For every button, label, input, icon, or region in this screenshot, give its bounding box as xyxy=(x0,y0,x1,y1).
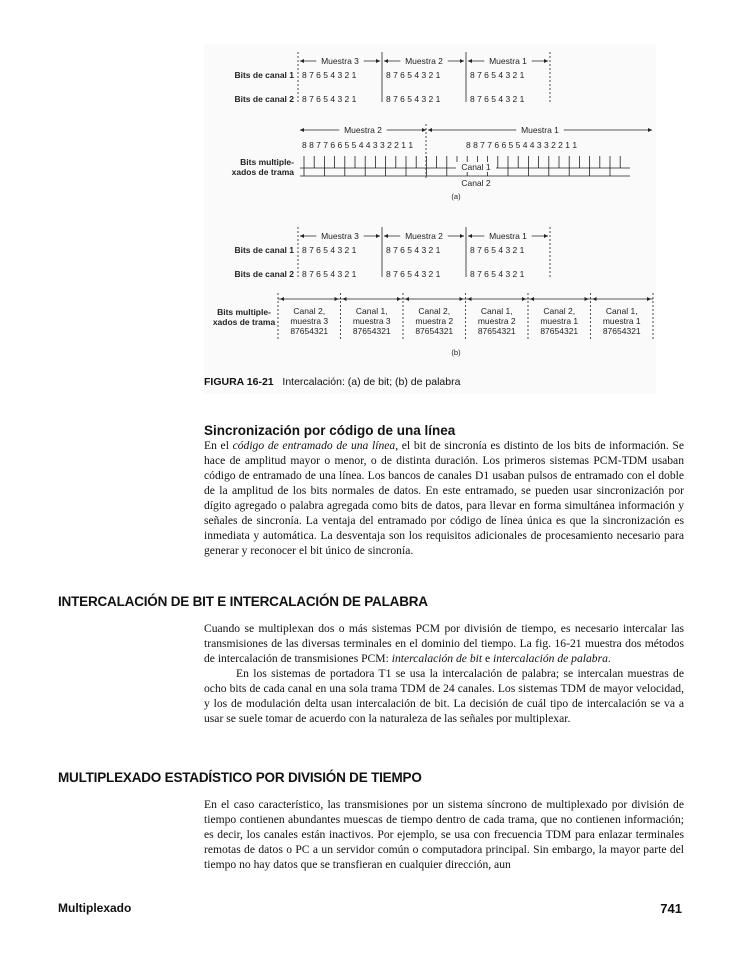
row-label-channel-1: Bits de canal 1 xyxy=(234,245,294,255)
muxed-sample-arrow-arrow-left xyxy=(300,128,304,132)
sample-arrow-label: Muestra 1 xyxy=(489,231,527,241)
bit-group: 8 7 6 5 4 3 2 1 xyxy=(386,245,441,255)
text-run: e xyxy=(482,652,494,666)
word-arrow-left xyxy=(468,297,472,301)
text-run: . xyxy=(607,652,611,666)
mux-label: Bits multiple- xyxy=(217,307,271,317)
figure-part-a-label: (a) xyxy=(451,192,461,201)
word-arrow-right xyxy=(647,297,651,301)
word-bits: 87654321 xyxy=(477,326,516,336)
word-arrow-left xyxy=(280,297,284,301)
word-arrow-right xyxy=(585,297,589,301)
figure-caption-number: FIGURA 16-21 xyxy=(204,376,274,388)
section-heading-sync: Sincronización por código de una línea xyxy=(204,423,456,438)
bit-group: 8 7 6 5 4 3 2 1 xyxy=(386,94,441,104)
emphasis: intercalación de palabra xyxy=(493,652,608,666)
sample-arrow-arrow-left xyxy=(384,59,388,63)
paragraph: En los sistemas de portadora T1 se usa la intercalación de palabra; se intercalan muestras de ocho bits de cada canal en una sola trama TDM de 24 canales. Los sistemas TDM de mayor velocidad, y los de modulación delta usan intercalación de bit. La decisión de cuál tipo de intercalación se va a usar se suele tomar de acuerdo con la naturaleza de las señales por multiplexar. xyxy=(204,667,684,726)
sample-arrow-arrow-left xyxy=(300,234,304,238)
section-body-interleave xyxy=(204,621,684,726)
bit-group: 8 7 6 5 4 3 2 1 xyxy=(302,269,357,279)
footer-chapter-title: Multiplexado xyxy=(58,901,132,915)
word-bits: 87654321 xyxy=(352,326,391,336)
word-channel: Canal 2, xyxy=(293,306,326,316)
row-label-channel-1: Bits de canal 1 xyxy=(234,70,294,80)
word-arrow-left xyxy=(343,297,347,301)
word-channel: Canal 1, xyxy=(605,306,638,316)
section-heading-interleave: INTERCALACIÓN DE BIT E INTERCALACIÓN DE PALABRA xyxy=(58,594,428,609)
muxed-sample-arrow-arrow-right xyxy=(648,128,652,132)
word-arrow-left xyxy=(530,297,534,301)
word-arrow-right xyxy=(397,297,401,301)
mux-label: Bits multiple- xyxy=(240,157,294,167)
paragraph xyxy=(204,621,684,666)
word-bits: 87654321 xyxy=(540,326,579,336)
sample-arrow-arrow-right xyxy=(460,59,464,63)
word-channel: Canal 1, xyxy=(480,306,513,316)
word-sample: muestra 1 xyxy=(540,316,579,326)
word-arrow-right xyxy=(460,297,464,301)
muxed-sample-arrow-label: Muestra 1 xyxy=(521,125,559,135)
muxed-sample-arrow-arrow-left xyxy=(428,128,432,132)
sample-arrow-arrow-right xyxy=(376,234,380,238)
paragraph: En el caso característico, las transmisiones por un sistema síncrono de multiplexado por división de tiempo contienen abundantes muescas de tiempo dentro de cada trama, que no contienen información; es decir, los canales están inactivos. Por ejemplo, se usa con frecuencia TDM para enlazar terminales remotas de datos o PC a un servidor común o computadora principal. Sin embargo, la mayor parte del tiempo no hay datos que se transfieran en cualquier dirección, aun xyxy=(204,798,684,872)
word-arrow-left xyxy=(405,297,409,301)
text-run: , el bit de sincronía es distinto de los bits de información. Se hace de amplitud mayor o menor, o de distinta duración. Los primeros sistemas PCM-TDM usaban código de entramado de una línea. Los bancos de canales D1 usaban pulsos de entramado con el doble de la amplitud de los bits normales de datos. En este entramado, se pueden usar sincronización por dígito agregado o palabra agregada como bits de datos, para llevar en forma simultánea información y señales de sincronía. La ventaja del entramado por código de línea única es que la sincronización es inmediata y automática. La desventaja son los requisitos adicionales de procesamiento necesario para generar y reconocer el bit único de sincronía. xyxy=(204,439,684,558)
bit-group: 8 7 6 5 4 3 2 1 xyxy=(386,269,441,279)
row-label-channel-2: Bits de canal 2 xyxy=(234,94,294,104)
sample-arrow-arrow-left xyxy=(300,59,304,63)
muxed-sample-arrow-arrow-right xyxy=(422,128,426,132)
word-sample: muestra 2 xyxy=(477,316,516,326)
mux-label: xados de trama xyxy=(212,317,276,327)
word-arrow-left xyxy=(593,297,597,301)
word-arrow-right xyxy=(335,297,339,301)
sample-arrow-arrow-left xyxy=(468,59,472,63)
bit-group: 8 7 6 5 4 3 2 1 xyxy=(470,94,525,104)
sample-arrow-label: Muestra 2 xyxy=(405,56,443,66)
sample-arrow-arrow-right xyxy=(544,59,548,63)
sample-arrow-arrow-left xyxy=(468,234,472,238)
sample-arrow-arrow-right xyxy=(460,234,464,238)
section-body-statistical xyxy=(204,797,684,872)
bit-group: 8 7 6 5 4 3 2 1 xyxy=(470,70,525,80)
word-bits: 87654321 xyxy=(290,326,329,336)
page-number: 741 xyxy=(660,901,682,916)
sample-arrow-label: Muestra 1 xyxy=(489,56,527,66)
text-run: Cuando se multiplexan dos o más sistemas PCM por división de tiempo, es necesario intercalar las transmisiones de las diversas terminales en el dominio del tiempo. La fig. 16-21 muestra dos métodos de intercalación de transmisiones PCM: xyxy=(204,622,684,666)
emphasis: intercalación de bit xyxy=(391,652,483,666)
mux-label: xados de trama xyxy=(231,167,294,177)
section-heading-statistical: MULTIPLEXADO ESTADÍSTICO POR DIVISIÓN DE TIEMPO xyxy=(58,770,422,785)
figure-part-b-label: (b) xyxy=(451,348,461,357)
section-body-sync xyxy=(204,438,684,558)
figure-diagram xyxy=(204,44,656,374)
sample-arrow-arrow-right xyxy=(544,234,548,238)
sample-arrow-label: Muestra 3 xyxy=(321,231,359,241)
muxed-bits: 8 8 7 7 6 6 5 5 4 4 3 3 2 2 1 1 xyxy=(466,140,578,150)
canal-2-label: Canal 2 xyxy=(461,178,491,188)
bit-group: 8 7 6 5 4 3 2 1 xyxy=(470,269,525,279)
word-sample: muestra 2 xyxy=(415,316,454,326)
emphasis: código de entramado de una línea xyxy=(232,439,396,452)
word-channel: Canal 2, xyxy=(543,306,576,316)
canal-1-label: Canal 1 xyxy=(461,162,491,172)
word-channel: Canal 1, xyxy=(355,306,388,316)
muxed-bits: 8 8 7 7 6 6 5 5 4 4 3 3 2 2 1 1 xyxy=(302,140,414,150)
paragraph xyxy=(204,438,684,558)
sample-arrow-label: Muestra 2 xyxy=(405,231,443,241)
bit-group: 8 7 6 5 4 3 2 1 xyxy=(302,245,357,255)
word-arrow-right xyxy=(522,297,526,301)
bit-group: 8 7 6 5 4 3 2 1 xyxy=(302,94,357,104)
word-sample: muestra 1 xyxy=(602,316,641,326)
row-label-channel-2: Bits de canal 2 xyxy=(234,269,294,279)
word-bits: 87654321 xyxy=(602,326,641,336)
figure-caption xyxy=(204,376,460,388)
text-run: En el xyxy=(204,439,233,452)
word-channel: Canal 2, xyxy=(418,306,451,316)
figure-16-21 xyxy=(204,44,656,394)
bit-group: 8 7 6 5 4 3 2 1 xyxy=(386,70,441,80)
sample-arrow-label: Muestra 3 xyxy=(321,56,359,66)
word-sample: muestra 3 xyxy=(352,316,391,326)
sample-arrow-arrow-right xyxy=(376,59,380,63)
bit-group: 8 7 6 5 4 3 2 1 xyxy=(302,70,357,80)
word-sample: muestra 3 xyxy=(290,316,329,326)
muxed-sample-arrow-label: Muestra 2 xyxy=(344,125,382,135)
bit-group: 8 7 6 5 4 3 2 1 xyxy=(470,245,525,255)
figure-caption-text: Intercalación: (a) de bit; (b) de palabra xyxy=(282,376,461,388)
sample-arrow-arrow-left xyxy=(384,234,388,238)
word-bits: 87654321 xyxy=(415,326,454,336)
